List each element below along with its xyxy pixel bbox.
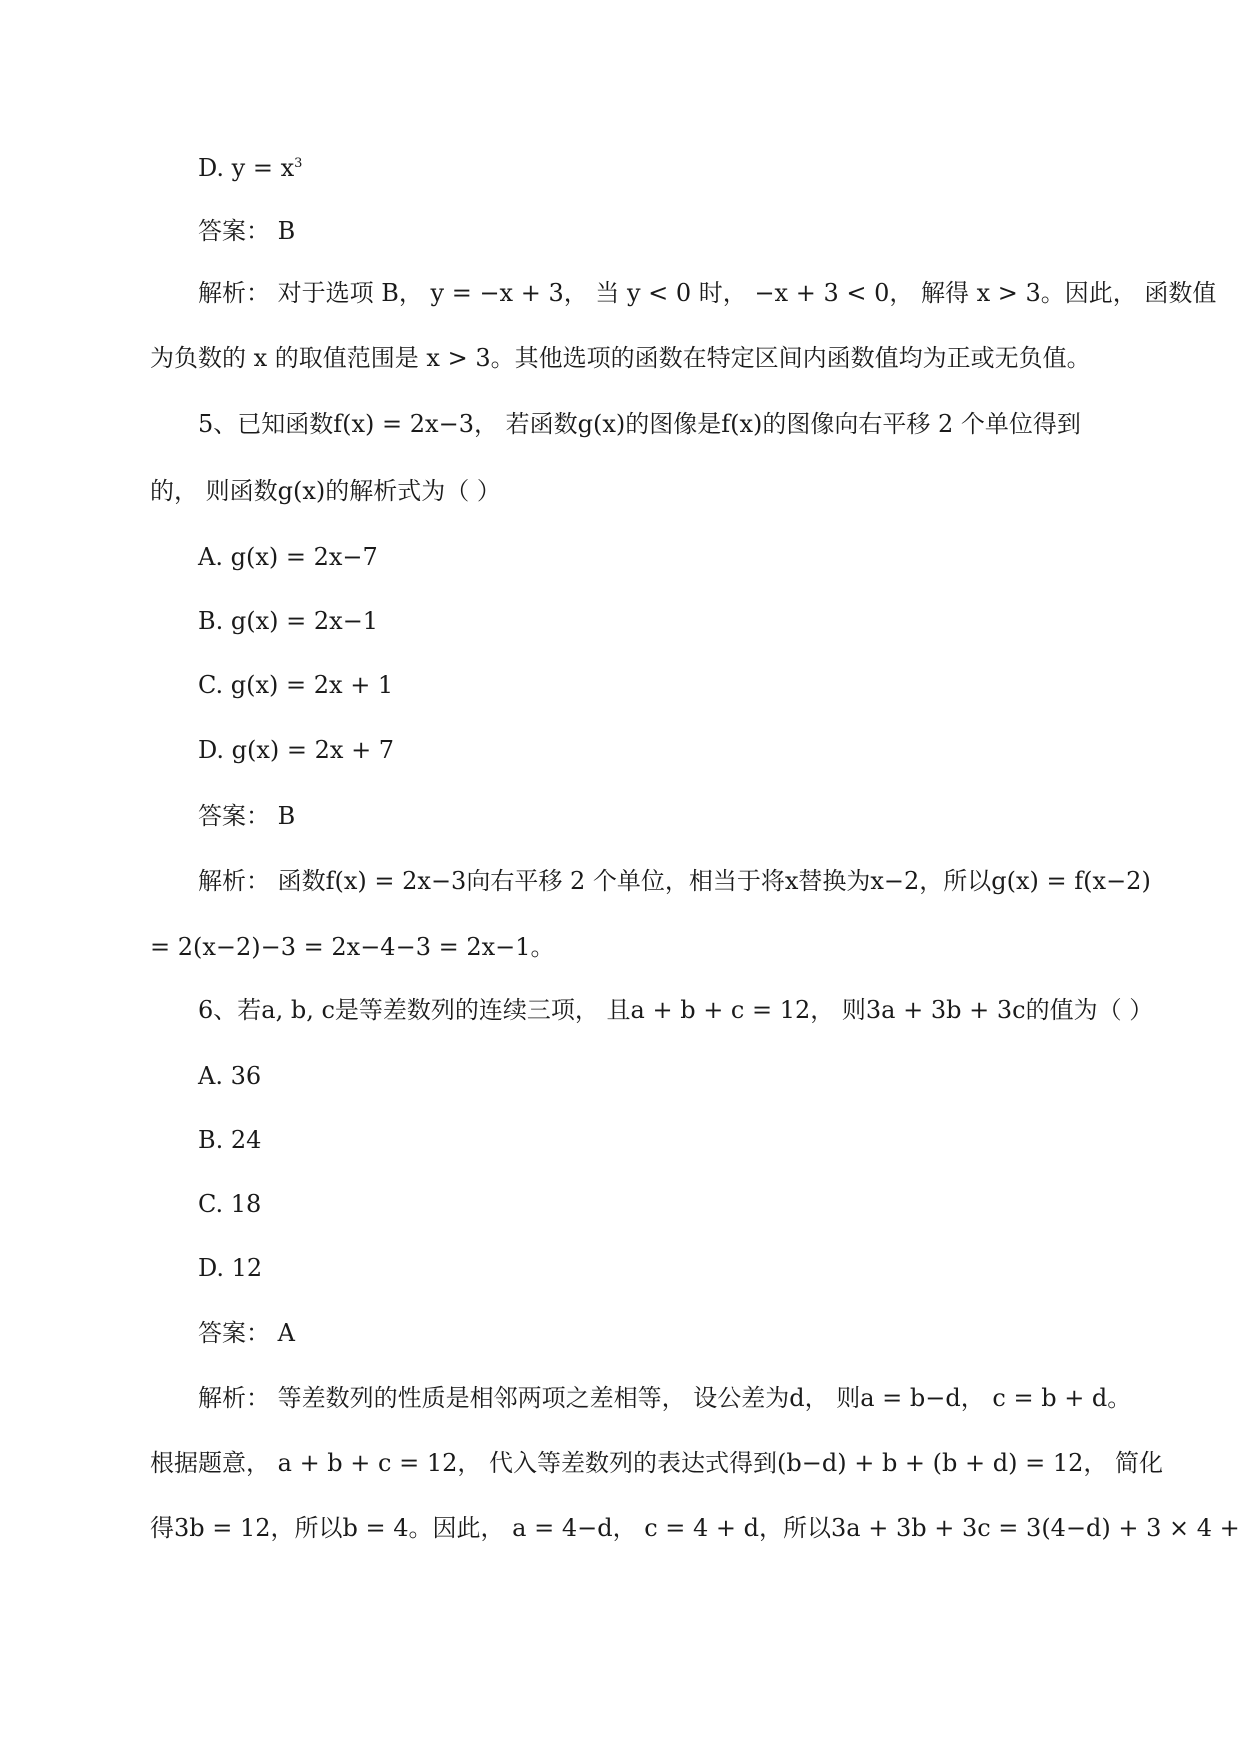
q4-analysis-line-1: 解析： 对于选项 B， y = −x + 3， 当 y < 0 时， −x + 3 < 0， 解得 x > 3。因此， 函数值 bbox=[198, 279, 1217, 307]
q6-analysis-line-1: 解析： 等差数列的性质是相邻两项之差相等， 设公差为d， 则a = b−d， c = b + d。 bbox=[198, 1384, 1132, 1412]
q6-option-a: A. 36 bbox=[198, 1062, 262, 1090]
q5-stem-line-1: 5、已知函数f(x) = 2x−3， 若函数g(x)的图像是f(x)的图像向右平移 2 个单位得到 bbox=[198, 410, 1081, 438]
q5-option-d: D. g(x) = 2x + 7 bbox=[198, 736, 395, 764]
q5-answer: 答案： B bbox=[198, 802, 296, 830]
q5-option-c: C. g(x) = 2x + 1 bbox=[198, 671, 394, 699]
q6-option-d: D. 12 bbox=[198, 1254, 263, 1282]
q6-option-b: B. 24 bbox=[198, 1126, 262, 1154]
q5-stem-line-2: 的， 则函数g(x)的解析式为（ ） bbox=[150, 477, 501, 505]
q6-answer: 答案： A bbox=[198, 1319, 295, 1347]
q5-option-b: B. g(x) = 2x−1 bbox=[198, 607, 379, 635]
q4-option-d-exponent: 3 bbox=[294, 156, 303, 171]
q5-analysis-line-1: 解析： 函数f(x) = 2x−3向右平移 2 个单位，相当于将x替换为x−2，所以g(x) = f(x−2) bbox=[198, 867, 1151, 895]
q6-stem: 6、若a, b, c是等差数列的连续三项， 且a + b + c = 12， 则3a + 3b + 3c的值为（ ） bbox=[198, 996, 1154, 1024]
q4-analysis-line-2: 为负数的 x 的取值范围是 x > 3。其他选项的函数在特定区间内函数值均为正或无负值。 bbox=[150, 344, 1091, 372]
q6-analysis-line-2: 根据题意， a + b + c = 12， 代入等差数列的表达式得到(b−d) + b + (b + d) = 12， 简化 bbox=[150, 1449, 1164, 1477]
q5-option-a: A. g(x) = 2x−7 bbox=[198, 543, 378, 571]
q5-analysis-line-2: = 2(x−2)−3 = 2x−4−3 = 2x−1。 bbox=[150, 933, 555, 961]
q6-analysis-line-3: 得3b = 12，所以b = 4。因此， a = 4−d， c = 4 + d，所以3a + 3b + 3c = 3(4−d) + 3 × 4 + bbox=[150, 1514, 1240, 1542]
q4-answer: 答案： B bbox=[198, 217, 296, 245]
q4-option-d bbox=[198, 153, 302, 183]
q4-option-d-text: D. y = x bbox=[198, 154, 295, 182]
q6-option-c: C. 18 bbox=[198, 1190, 262, 1218]
